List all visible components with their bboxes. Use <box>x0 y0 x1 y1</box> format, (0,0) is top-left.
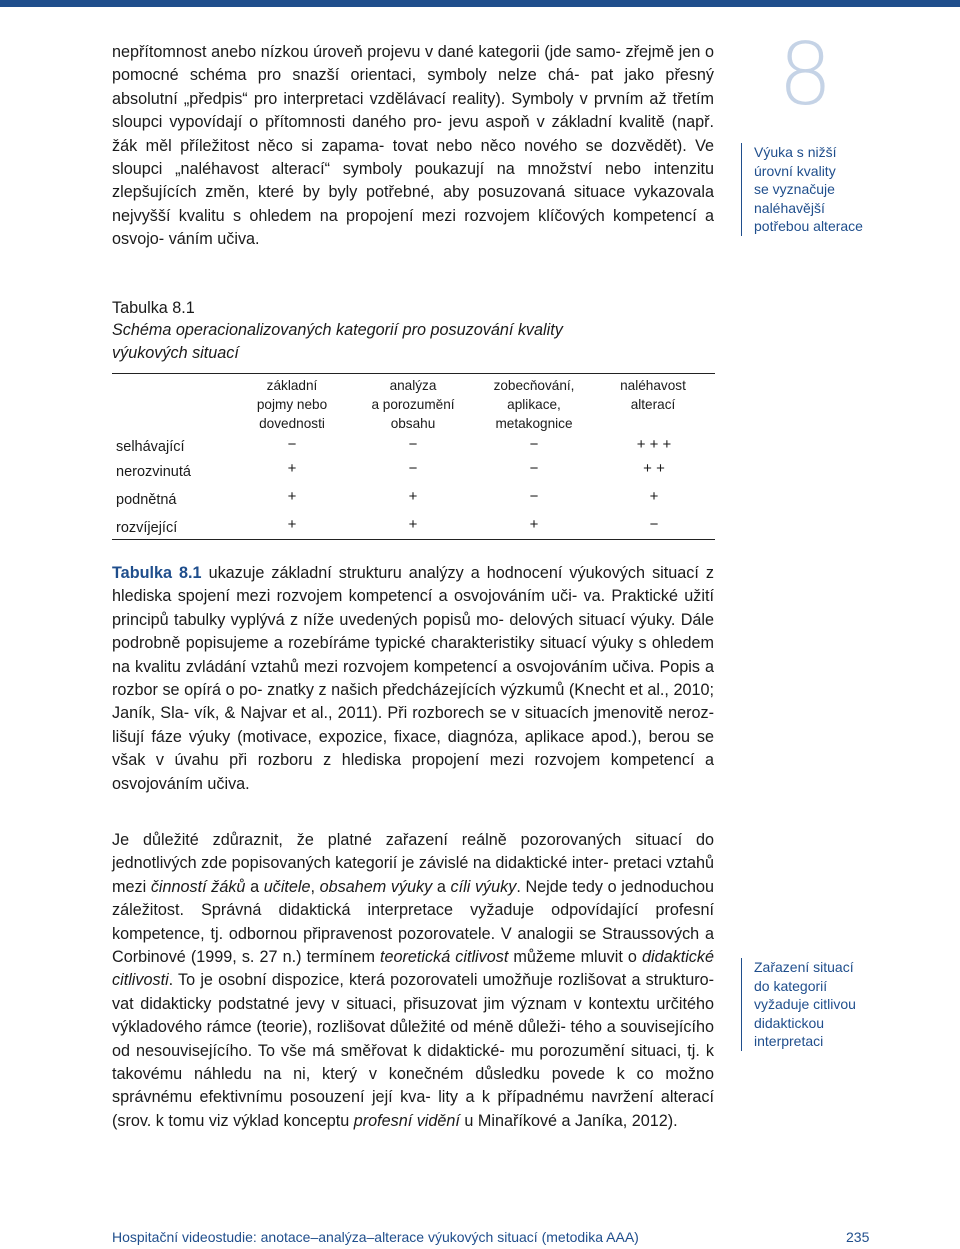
table-caption: Schéma operacionalizovaných kategorií pro posuzování kvality výukových situací <box>112 321 563 363</box>
table-row-label: rozvíjející <box>116 520 178 536</box>
chapter-number: 8 <box>778 25 833 125</box>
column-header-basic: základní pojmy nebo dovednosti <box>256 378 328 431</box>
margin-note-interpretation: Zařazení situací do kategorií vyžaduje citlivou didaktickou interpretaci <box>741 958 904 1051</box>
table-bottom-rule <box>112 539 715 540</box>
table-row-label: podnětná <box>116 492 177 508</box>
table-cell: − <box>649 516 659 533</box>
table-reference: Tabulka 8.1 <box>112 564 202 582</box>
top-color-bar <box>0 0 960 7</box>
intro-paragraph: nepřítomnost anebo nízkou úroveň projevu v dané kategorii (jde samo- zřejmě jen o pomocné schéma pro snazší orientaci, symboly nelze chá- pat jako přesný absolutní „předpis“ pro interpretaci vzdělávací reality). Symboly v prvním až třetím sloupci vypovídají o přítomnosti daného pro- jevu aspoň v základní kvalitě (např. žák měl příležitost něco si zapama- tovat nebo něco nového se dozvědět). Ve sloupci „naléhavost alterací“ symboly poukazují na množství nebo intenzitu zlepšujících změn, které by byly potřebné, aby posuzovaná situace vykazovala nejvyšší kvalitu s ohledem na propojení mezi rozvojem klíčových kompetencí a osvojo- váním učiva. <box>112 43 715 249</box>
table-cell: − <box>408 460 418 477</box>
interpretation-paragraph: Je důležité zdůraznit, že platné zařazení reálně pozorovaných situací do jednotlivých zde popisovaných kategorií je závislé na didaktické inter- pretaci vztahů mezi činností žáků a učitele, obsahem výuky a cíli výuky. Nejde tedy o jednoduchou záležitost. Správná didaktická interpretace vyžaduje odpovídající profesní kompetence, tj. odbornou připravenost pozorovatele. V analogii se Straussových a Corbinové (1999, s. 27 n.) termínem teoretická citlivost můžeme mluvit o didaktické citlivosti. To je osobní dispozice, která pozorovateli umožňuje rozlišovat a strukturo- vat didakticky podstatné jevy v situaci, přisuzovat jim význam v kontextu určitého výkladového rámce (teorie), rozlišovat důležité od méně důleži- tého a souvisejícího od nesouvisejícího. To vše má směřovat k didaktické- mu porozumění situaci, tj. k takovému náhledu na ni, který v konečném důsledku povede k co možno správnému efektivnímu posouzení její kva- lity a k případnému navržení alterací (srov. k tomu viz výklad konceptu profesní vidění u Minaříkové a Janíka, 2012). <box>112 831 715 1130</box>
table-cell: + <box>529 516 539 533</box>
table-cell: − <box>529 460 539 477</box>
table-cell: − <box>287 436 297 453</box>
table-cell: − <box>408 436 418 453</box>
margin-note-quality: Výuka s nižší úrovní kvality se vyznačuje naléhavější potřebou alterace <box>741 143 904 236</box>
table-cell: + <box>408 516 418 533</box>
table-cell: + + + <box>636 436 672 453</box>
column-header-generalization: zobecňování, aplikace, metakognice <box>493 378 575 431</box>
table-row-label: selhávající <box>116 439 185 455</box>
table-description-paragraph: Tabulka 8.1 ukazuje základní strukturu analýzy a hodnocení výukových situací z hlediska spojení mezi rozvojem kompetencí a osvojováním uči- va. Praktické užití principů tabulky vyplývá z níže uvedených popisů mo- delových situací výuky. Dále podrobně popisujeme a rozebíráme typické charakteristiky situací výuky s ohledem na kvalitu zvládání vztahů mezi rozvojem kompetencí a osvojováním učiva. Popis a rozbor se opírá o po- znatky z našich předcházejících výzkumů (Knecht et al., 2010; Janík, Sla- vík, & Najvar et al., 2011). Při rozborech se v situacích jmenovitě neroz- lišují fáze výuky (motivace, expozice, fixace, diagnóza, aplikace apod.), berou se však v úvahu při rozboru z hlediska propojení mezi rozvojem kompetencí a osvojováním učiva. <box>112 564 715 793</box>
running-footer-title: Hospitační videostudie: anotace–analýza–alterace výukových situací (metodika AAA) <box>112 1229 639 1245</box>
page-number: 235 <box>846 1229 870 1245</box>
table-cell: + <box>287 460 297 477</box>
table-cell: + + <box>643 460 665 477</box>
table-cell: + <box>408 488 418 505</box>
table-label: Tabulka 8.1 <box>112 299 195 317</box>
table-row-label: nerozvinutá <box>116 464 191 480</box>
table-top-rule <box>112 373 715 374</box>
table-cell: + <box>287 516 297 533</box>
column-header-urgency: naléhavost alterací <box>620 378 686 412</box>
table-cell: − <box>529 488 539 505</box>
table-cell: − <box>529 436 539 453</box>
table-cell: + <box>287 488 297 505</box>
table-cell: + <box>649 488 659 505</box>
column-header-analysis: analýza a porozumění obsahu <box>371 378 455 431</box>
